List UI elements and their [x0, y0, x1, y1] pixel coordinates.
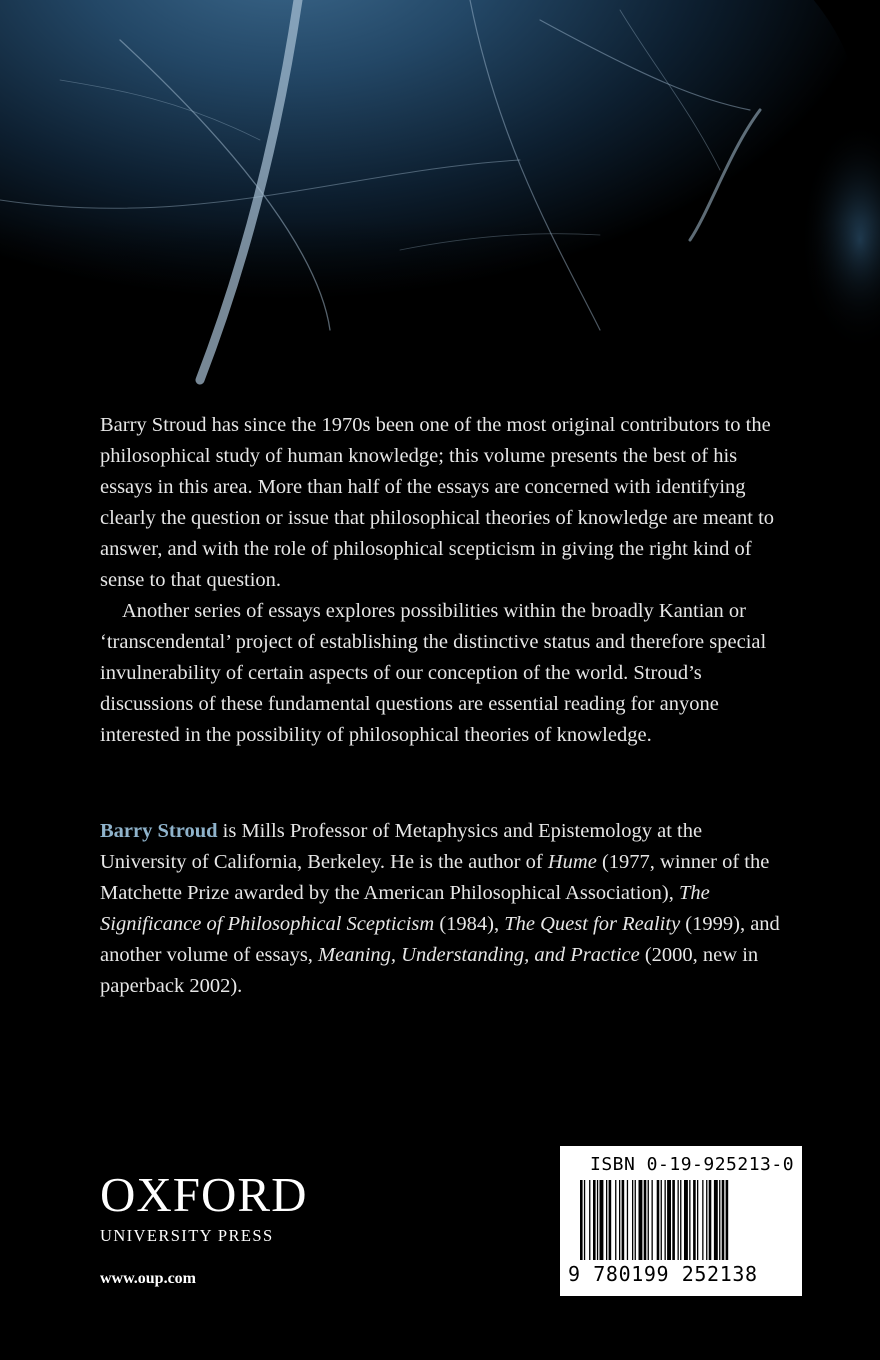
- barcode-bar: [709, 1180, 712, 1260]
- isbn-label: ISBN 0-19-925213-0: [590, 1154, 795, 1175]
- barcode-bar: [706, 1180, 707, 1260]
- barcode-bar: [667, 1180, 671, 1260]
- publisher-subtitle: UNIVERSITY PRESS: [100, 1226, 274, 1245]
- barcode-bar: [672, 1180, 675, 1260]
- bio-text: (1977, winner of the Matchette Prize awarded by the American Philosophical Association),: [100, 851, 770, 904]
- barcode-bar: [693, 1180, 696, 1260]
- barcode-bar: [635, 1180, 636, 1260]
- barcode-bars: [580, 1180, 782, 1260]
- description-paragraph-2: Another series of essays explores possibilities within the broadly Kantian or ‘transcendental’ project of establishing the distinctive status and therefore special invulnerability of certain aspects of our conception of the world. Stroud’s discussions of these fundamental questions are essential reading for anyone interested in the possibility of philosophical theories of knowledge.: [100, 600, 767, 746]
- barcode-bar: [609, 1180, 612, 1260]
- barcode-bar: [652, 1180, 653, 1260]
- barcode-bar: [648, 1180, 649, 1260]
- cover-artwork: [0, 0, 880, 400]
- bio-text: (2000, new in paperback 2002).: [100, 944, 759, 997]
- bio-text: (1984),: [434, 913, 505, 935]
- barcode-bar: [622, 1180, 625, 1260]
- barcode-bar: [627, 1180, 628, 1260]
- barcode-bar: [597, 1180, 598, 1260]
- barcode-bar: [719, 1180, 720, 1260]
- bio-text: is Mills Professor of Metaphysics and Epistemology at the University of California, Berkeley. He is the author of: [100, 820, 703, 873]
- barcode-bar: [722, 1180, 725, 1260]
- book-title: The Significance of Philosophical Scepticism: [100, 882, 710, 935]
- book-title: Meaning, Understanding, and Practice: [318, 944, 640, 966]
- barcode-bar: [632, 1180, 633, 1260]
- barcode-bar: [644, 1180, 647, 1260]
- barcode-bar: [619, 1180, 620, 1260]
- book-title: Hume: [547, 851, 597, 873]
- barcode-bar: [589, 1180, 590, 1260]
- description-paragraph-1: Barry Stroud has since the 1970s been one of the most original contributors to the philosophical study of human knowledge; this volume presents the best of his essays in this area. More than half of the essays are concerned with identifying clearly the question or issue that philosophical theories of knowledge are meant to answer, and with the role of philosophical scepticism in giving the right kind of sense to that question.: [100, 414, 775, 591]
- barcode-bar: [689, 1180, 690, 1260]
- barcode-bar: [606, 1180, 607, 1260]
- barcode-bar: [684, 1180, 688, 1260]
- barcode-bar: [661, 1180, 662, 1260]
- barcode-bar: [726, 1180, 729, 1260]
- isbn-barcode: [560, 1146, 802, 1296]
- bio-text: (1999), and another volume of essays,: [100, 913, 780, 966]
- barcode-bar: [680, 1180, 681, 1260]
- barcode-bar: [600, 1180, 604, 1260]
- book-description: [100, 410, 790, 751]
- publisher-website: www.oup.com: [100, 1270, 197, 1287]
- barcode-bar: [714, 1180, 718, 1260]
- publisher-name: OXFORD: [100, 1167, 308, 1222]
- barcode-bar: [584, 1180, 585, 1260]
- barcode-bar: [665, 1180, 666, 1260]
- barcode-bar: [615, 1180, 616, 1260]
- barcode-bar: [678, 1180, 679, 1260]
- book-title: The Quest for Reality: [504, 913, 681, 935]
- barcode-bar: [593, 1180, 596, 1260]
- barcode-bar: [639, 1180, 643, 1260]
- ean-digits: 9 780199 252138: [568, 1262, 758, 1286]
- barcode-bar: [697, 1180, 698, 1260]
- barcode-bar: [580, 1180, 583, 1260]
- barcode-bar: [702, 1180, 703, 1260]
- author-bio: [100, 816, 790, 1002]
- publisher-logo: [100, 1167, 340, 1246]
- barcode-bar: [657, 1180, 660, 1260]
- author-name: Barry Stroud: [100, 820, 218, 842]
